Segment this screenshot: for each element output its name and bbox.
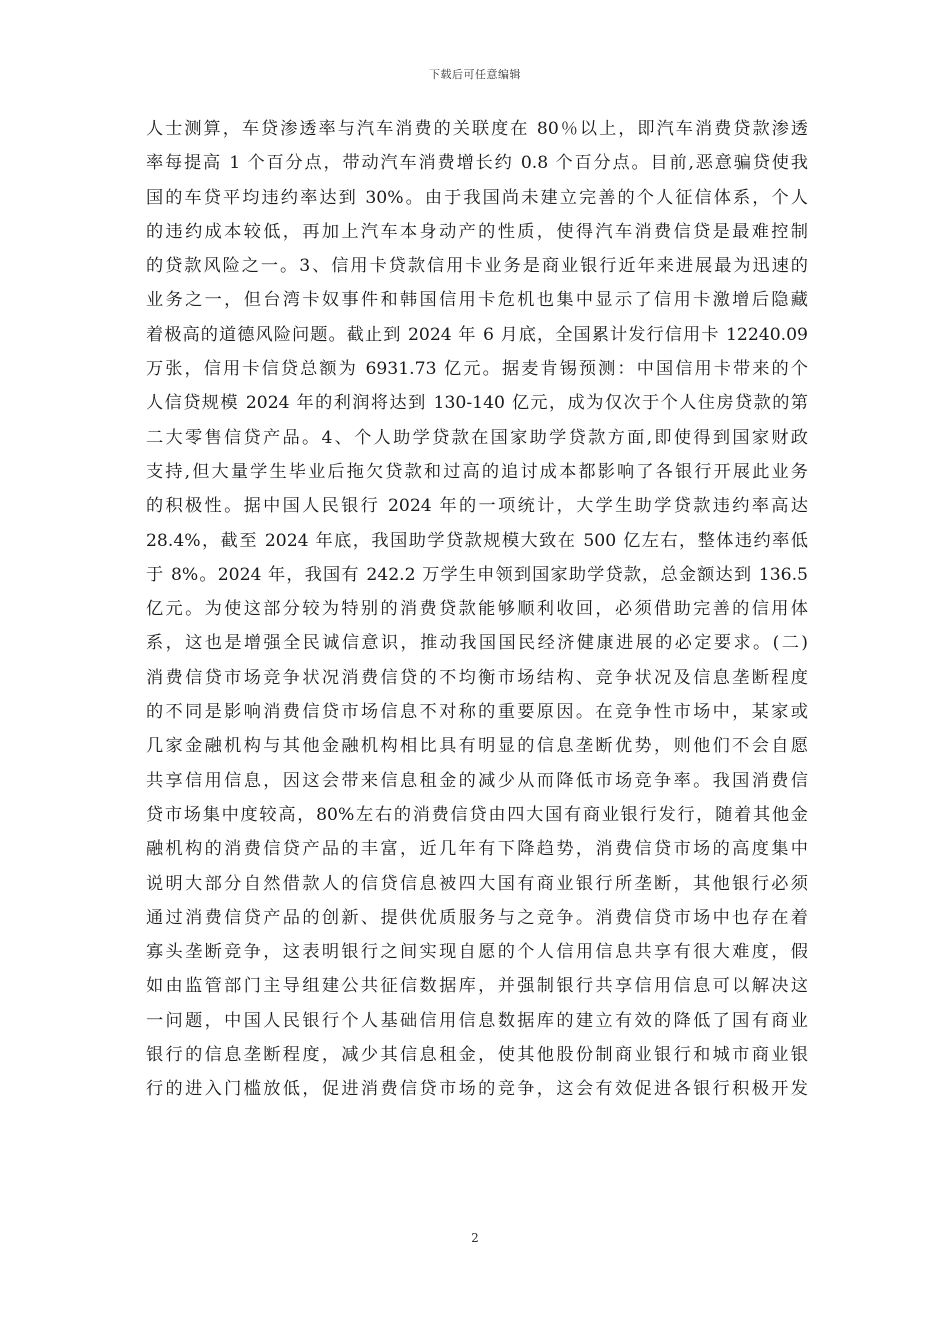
text-line: 寡头垄断竞争，这表明银行之间实现自愿的个人信用信息共享有很大难度，假: [146, 942, 808, 963]
text-line: 消费信贷市场竞争状况消费信贷的不均衡市场结构、竞争状况及信息垄断程度: [146, 667, 808, 688]
page-number: 2: [471, 1231, 479, 1245]
text-line: 业务之一，但台湾卡奴事件和韩国信用卡危机也集中显示了信用卡激增后隐藏: [146, 290, 808, 311]
text-line: 28.4%，截至 2024 年底，我国助学贷款规模大致在 500 亿左右，整体违约率低: [146, 530, 808, 551]
text-line: 融机构的消费信贷产品的丰富，近几年有下降趋势，消费信贷市场的高度集中: [146, 839, 808, 860]
text-line: 的不同是影响消费信贷市场信息不对称的重要原因。在竞争性市场中，某家或: [146, 702, 808, 723]
text-line: 的积极性。据中国人民银行 2024 年的一项统计，大学生助学贷款违约率高达: [146, 496, 808, 517]
text-line: 贷市场集中度较高，80%左右的消费信贷由四大国有商业银行发行，随着其他金: [146, 804, 808, 825]
text-line: 二大零售信贷产品。4、个人助学贷款在国家助学贷款方面,即使得到国家财政: [146, 427, 808, 448]
text-line: 通过消费信贷产品的创新、提供优质服务与之竞争。消费信贷市场中也存在着: [146, 907, 808, 928]
text-line: 如由监管部门主导组建公共征信数据库，并强制银行共享信用信息可以解决这: [146, 976, 808, 997]
text-line: 于 8%。2024 年，我国有 242.2 万学生申领到国家助学贷款，总金额达到 136.5: [146, 564, 808, 585]
text-line: 人士测算，车贷渗透率与汽车消费的关联度在 80％以上，即汽车消费贷款渗透: [146, 119, 808, 139]
document-body: [146, 112, 808, 1107]
text-line: 的违约成本较低，再加上汽车本身动产的性质，使得汽车消费信贷是最难控制: [146, 221, 808, 242]
text-line: 几家金融机构与其他金融机构相比具有明显的信息垄断优势，则他们不会自愿: [146, 736, 808, 757]
text-line: 国的车贷平均违约率达到 30%。由于我国尚未建立完善的个人征信体系，个人: [146, 187, 808, 208]
text-line: 系，这也是增强全民诚信意识，推动我国国民经济健康进展的必定要求。(二): [146, 633, 808, 654]
text-line: 说明大部分自然借款人的信贷信息被四大国有商业银行所垄断，其他银行必须: [146, 873, 808, 894]
text-line: 人信贷规模 2024 年的利润将达到 130-140 亿元，成为仅次于个人住房贷款的第: [146, 393, 808, 414]
text-line: 支持,但大量学生毕业后拖欠贷款和过高的追讨成本都影响了各银行开展此业务: [146, 461, 808, 482]
text-line: 共享信用信息，因这会带来信息租金的减少从而降低市场竞争率。我国消费信: [146, 770, 808, 791]
page-header: 下载后可任意编辑: [429, 68, 521, 81]
text-line: 的贷款风险之一。3、信用卡贷款信用卡业务是商业银行近年来进展最为迅速的: [146, 256, 808, 277]
text-line: 着极高的道德风险问题。截止到 2024 年 6 月底，全国累计发行信用卡 12240.09: [146, 324, 808, 345]
text-line: 亿元。为使这部分较为特别的消费贷款能够顺利收回，必须借助完善的信用体: [146, 599, 808, 620]
text-line: 率每提高 1 个百分点，带动汽车消费增长约 0.8 个百分点。目前,恶意骗贷使我: [146, 153, 808, 174]
text-line: 一问题，中国人民银行个人基础信用信息数据库的建立有效的降低了国有商业: [146, 1010, 808, 1031]
text-line: 万张，信用卡信贷总额为 6931.73 亿元。据麦肯锡预测：中国信用卡带来的个: [146, 359, 808, 380]
text-line: 银行的信息垄断程度，减少其信息租金，使其他股份制商业银行和城市商业银: [146, 1045, 808, 1066]
text-line: 行的进入门槛放低，促进消费信贷市场的竞争，这会有效促进各银行积极开发: [146, 1079, 808, 1100]
